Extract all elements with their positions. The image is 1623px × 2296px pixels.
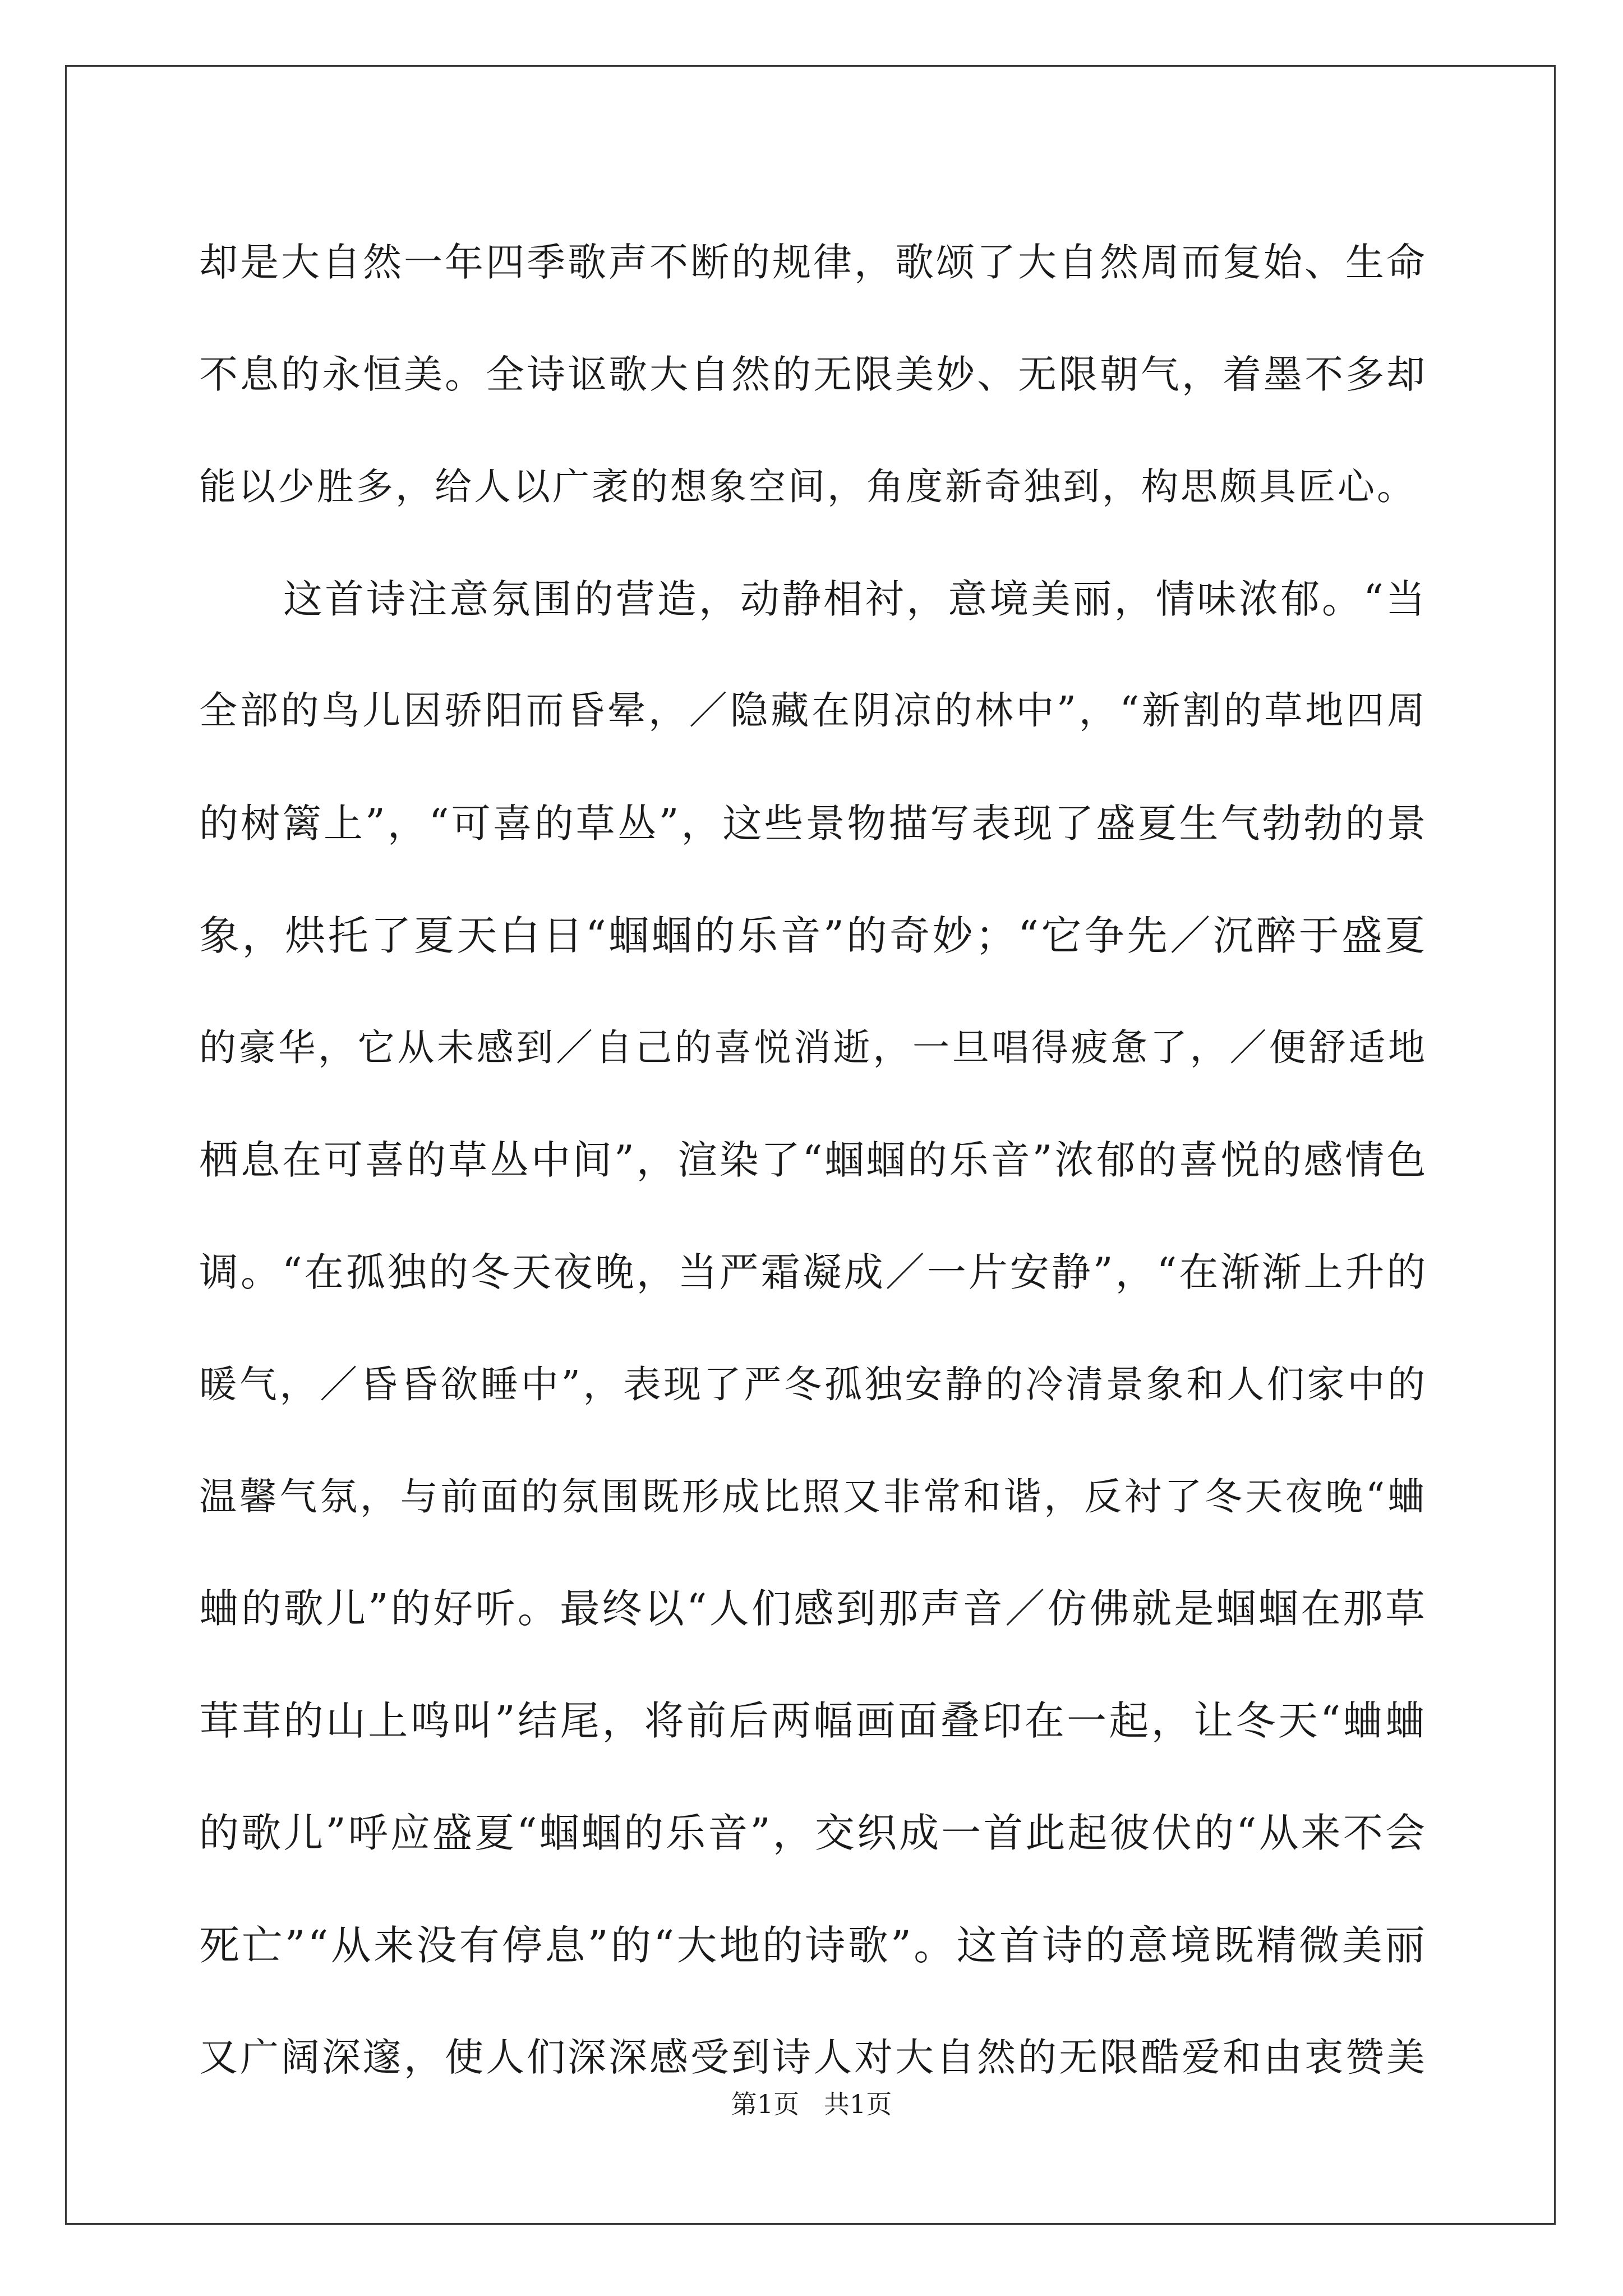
text-line: 能以少胜多，给人以广袤的想象空间，角度新奇独到，构思颇具匠心。 bbox=[199, 465, 1416, 508]
text-line: 温馨气氛，与前面的氛围既形成比照又非常和谐，反衬了冬天夜晚“蛐 bbox=[199, 1475, 1427, 1519]
text-line: 的树篱上”，“可喜的草丛”，这些景物描写表现了盛夏生气勃勃的景 bbox=[199, 800, 1428, 846]
document-body bbox=[199, 206, 1427, 2114]
text-line: 暖气，／昏昏欲睡中”，表现了严冬孤独安静的冷清景象和人们家中的 bbox=[199, 1363, 1427, 1406]
text-line: 蛐的歌儿”的好听。最终以“人们感到那声音／仿佛就是蝈蝈在那草 bbox=[199, 1585, 1427, 1632]
text-line: 全部的鸟儿因骄阳而昏晕，／隐藏在阴凉的林中”，“新割的草地四周 bbox=[199, 689, 1427, 733]
text-line: 栖息在可喜的草丛中间”，渲染了“蝈蝈的乐音”浓郁的喜悦的感情色 bbox=[199, 1137, 1428, 1183]
text-line: 的歌儿”呼应盛夏“蝈蝈的乐音”，交织成一首此起彼伏的“从来不会 bbox=[199, 1810, 1427, 1856]
text-line: 又广阔深邃，使人们深深感受到诗人对大自然的无限酷爱和由衷赞美 bbox=[199, 2035, 1427, 2080]
text-line: 却是大自然一年四季歌声不断的规律，歌颂了大自然周而复始、生命 bbox=[199, 240, 1427, 285]
text-line: 死亡”“从来没有停息”的“大地的诗歌”。这首诗的意境既精微美丽 bbox=[199, 1922, 1427, 1969]
text-line: 象，烘托了夏天白日“蝈蝈的乐音”的奇妙；“它争先／沉醉于盛夏 bbox=[199, 912, 1427, 959]
text-line: 茸茸的山上鸣叫”结尾，将前后两幅画面叠印在一起，让冬天“蛐蛐 bbox=[199, 1697, 1427, 1744]
text-line: 不息的永恒美。全诗讴歌大自然的无限美妙、无限朝气，着墨不多却 bbox=[199, 352, 1427, 397]
page-footer: 第1页 共1页 bbox=[731, 2089, 892, 2119]
text-line: 的豪华，它从未感到／自己的喜悦消逝，一旦唱得疲惫了，／便舒适地 bbox=[199, 1026, 1427, 1069]
paragraph-first-line: 这首诗注意氛围的营造，动静相衬，意境美丽，情味浓郁。“当 bbox=[283, 576, 1427, 622]
text-line: 调。“在孤独的冬天夜晚，当严霜凝成／一片安静”，“在渐渐上升的 bbox=[199, 1249, 1428, 1295]
